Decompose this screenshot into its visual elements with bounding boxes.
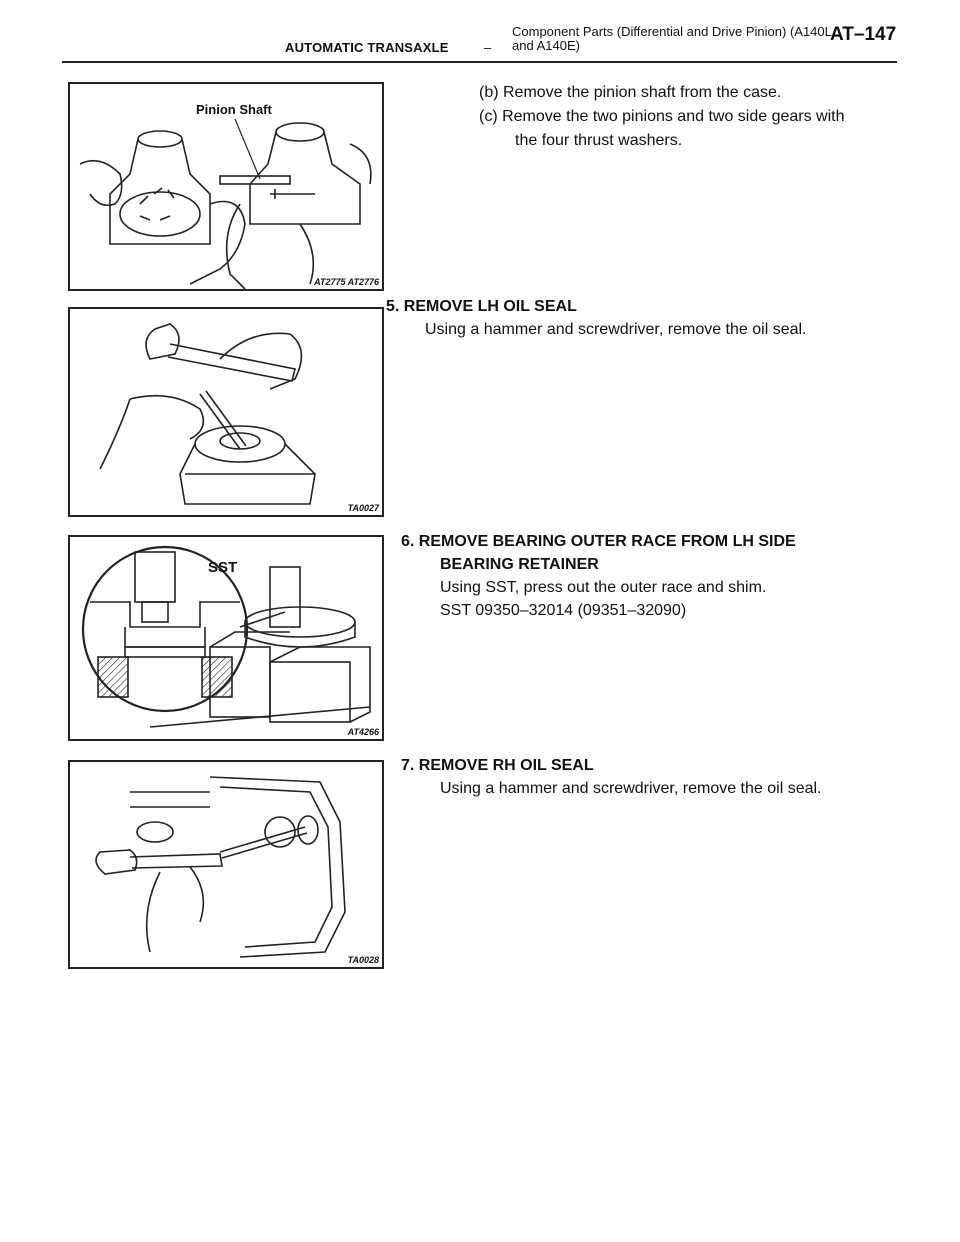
sst-label: SST <box>208 559 238 576</box>
step6-heading-line1: 6. REMOVE BEARING OUTER RACE FROM LH SIDE <box>401 533 796 550</box>
pinion-shaft-label: Pinion Shaft <box>196 102 272 117</box>
step6-sst: SST 09350–32014 (09351–32090) <box>440 602 687 619</box>
page-number: AT–147 <box>830 24 897 45</box>
step-b: (b) Remove the pinion shaft from the case. <box>479 84 782 101</box>
figure-code: TA0027 <box>347 503 379 513</box>
figure-lh-oil-seal <box>68 307 384 517</box>
figure-rh-oil-seal <box>68 760 384 969</box>
figure-code: AT4266 <box>347 727 379 737</box>
step7-text: Using a hammer and screwdriver, remove the oil seal. <box>440 780 822 797</box>
section-title: AUTOMATIC TRANSAXLE <box>285 40 449 55</box>
figure-outer-race <box>68 535 384 741</box>
figure-code: AT2775 AT2776 <box>314 277 379 287</box>
step5-heading: 5. REMOVE LH OIL SEAL <box>386 298 577 315</box>
page-subtitle: Component Parts (Differential and Drive Pinion) (A140L and A140E) <box>512 24 832 53</box>
step-c-line1: (c) Remove the two pinions and two side gears with <box>479 108 845 125</box>
header-dash: – <box>484 40 492 55</box>
step5-text: Using a hammer and screwdriver, remove the oil seal. <box>425 321 807 338</box>
step6-text: Using SST, press out the outer race and shim. <box>440 579 767 596</box>
rh-oil-seal-illustration <box>70 762 382 967</box>
step-c-line2: the four thrust washers. <box>515 132 683 149</box>
lh-oil-seal-illustration <box>70 309 382 515</box>
step7-heading: 7. REMOVE RH OIL SEAL <box>401 757 594 774</box>
figure-pinion-shaft <box>68 82 384 291</box>
figure-code: TA0028 <box>347 955 379 965</box>
header-rule <box>62 61 897 63</box>
step6-heading-line2: BEARING RETAINER <box>440 556 599 573</box>
